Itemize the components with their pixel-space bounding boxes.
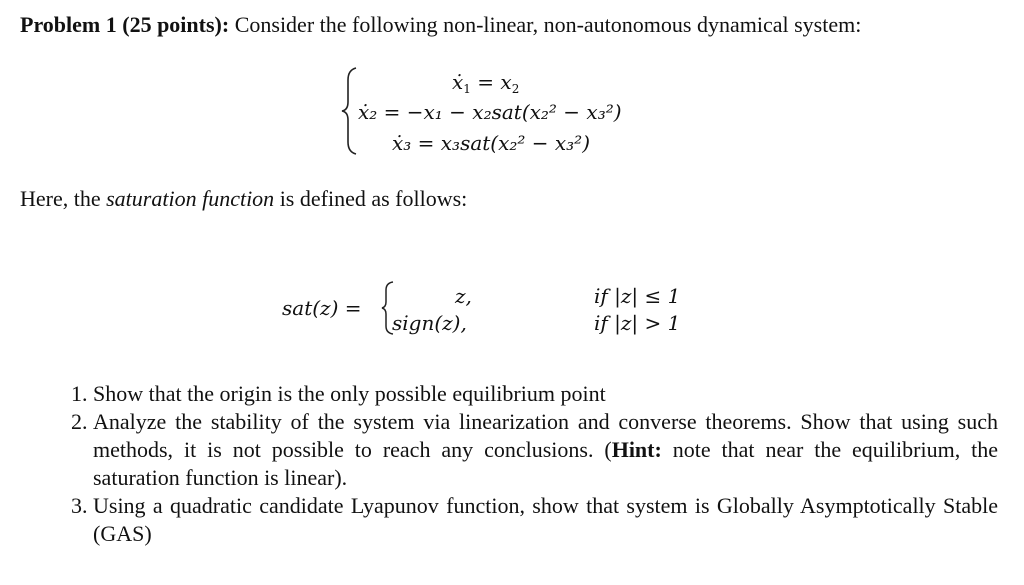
case-2-condition: if |z| > 1 [594,311,681,335]
system-left-brace [340,66,360,156]
case-2-value: sign(z), [392,311,467,335]
saturation-intro: Here, the saturation function is defined as follows: [20,186,468,211]
problem-intro: Consider the following non-linear, non-autonomous dynamical system: [234,12,862,37]
task-item-2: 2. Analyze the stability of the system via linearization and converse theorems. Show that using such methods, it is not possible to reach any conclusions. (Hint: note that near the equilibrium, the saturation function is linear). [93,408,998,492]
equation-3: ẋ₃ = x₃sat(x₂² − x₃²) [392,131,590,155]
sat-lhs: sat(z) = [282,296,362,320]
hint-label: Hint: [611,437,662,462]
problem-heading [20,12,861,38]
task-item-1: 1. Show that the origin is the only possible equilibrium point [93,380,998,408]
equation-1: ẋ$_1$ = $x_2$ [452,70,520,96]
problem-label: Problem 1 (25 points): [20,12,230,37]
task-list [55,380,998,548]
equation-2: ẋ₂ = −x₁ − x₂sat(x₂² − x₃²) [358,100,622,124]
case-1-condition: if |z| ≤ 1 [594,284,681,308]
task-item-3: 3. Using a quadratic candidate Lyapunov function, show that system is Globally Asymptotically Stable (GAS) [93,492,998,548]
saturation-term: saturation function [106,186,275,211]
case-1-value: z, [455,284,472,308]
